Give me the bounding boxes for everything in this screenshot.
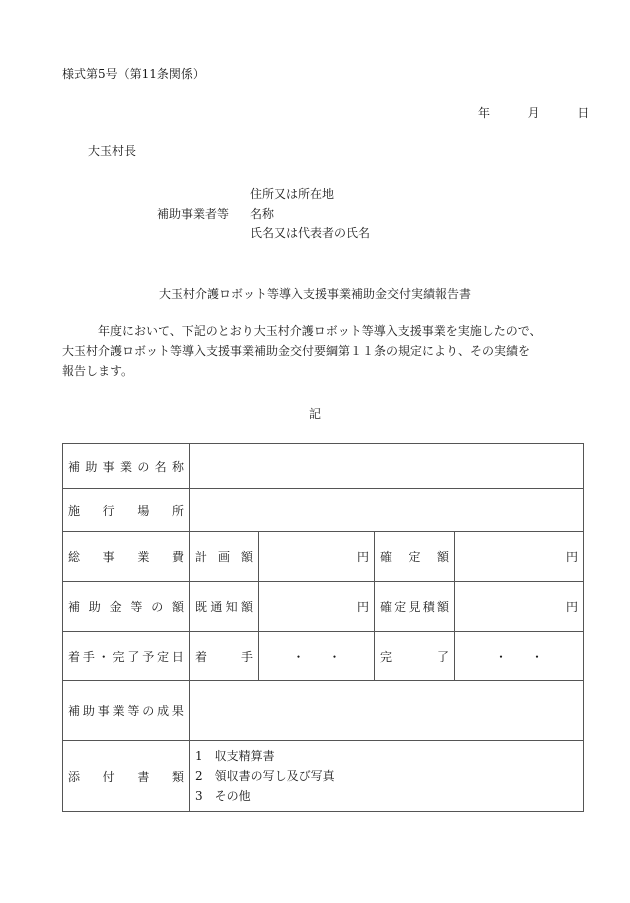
label-char: 施 [68,503,81,518]
label-results [63,681,190,741]
label-char: 画 [217,550,230,564]
applicant-label: 補助事業者等 [157,207,230,221]
label-char: 助 [88,600,101,614]
label-char: 補 [68,704,81,718]
label-char: 確 [380,550,393,564]
label-char: 業 [137,550,150,564]
label-char: 事 [97,704,110,718]
row-results [63,681,584,741]
label-char: 額 [436,550,449,564]
label-char: 名 [154,459,167,474]
label-char: 業 [112,704,125,718]
label-char: ・ [97,649,110,664]
label-char: 定 [408,550,421,564]
attachment-item: 2 領収書の写し及び写真 [195,769,335,783]
label-char: 書 [137,769,150,784]
label-char: 付 [102,769,115,784]
label-char: 完 [380,649,393,664]
addressee: 大玉村長 [88,144,137,158]
value-project-name[interactable] [190,444,584,489]
form-number: 様式第5号（第11条関係） [62,67,205,81]
value-location[interactable] [190,489,584,532]
value-planned-amount[interactable]: 円 [259,532,375,582]
label-char: の [151,600,164,614]
label-char: 等 [130,600,143,614]
body-line: 大玉村介護ロボット等導入支援事業補助金交付要綱第１１条の規定により、その実績を [62,344,531,358]
label-attachments [63,741,190,812]
value-end-date[interactable]: ・ ・ [455,632,584,681]
value-confirmed-amount[interactable]: 円 [455,532,584,582]
attachment-item: 3 その他 [195,789,251,803]
label-char: 既 [195,600,208,614]
label-char: 計 [195,550,208,564]
attachments-list [190,741,584,812]
body-line: 報告します。 [62,364,134,378]
applicant-address: 住所又は所在地 [250,187,335,201]
date-year: 年 [478,106,491,120]
label-char: 着 [68,649,81,664]
body-text [62,321,592,381]
label-char: 場 [137,503,150,518]
label-char: 果 [171,704,184,718]
row-subsidy-amount [63,582,584,632]
label-char: 予 [142,649,155,664]
label-char: 了 [436,649,449,664]
label-char: 日 [171,649,184,664]
label-char: 了 [127,649,140,664]
row-schedule [63,632,584,681]
label-confirmed-amount [375,532,455,582]
applicant-name: 名称 [250,206,275,221]
value-notified-amount[interactable]: 円 [259,582,375,632]
date-line [478,104,589,121]
label-schedule [63,632,190,681]
label-char: 称 [171,459,184,474]
row-total-cost [63,532,584,582]
date-month: 月 [527,106,540,120]
label-char: 積 [422,600,435,614]
report-table [62,443,584,812]
label-char: 完 [112,649,125,664]
label-char: 補 [68,459,81,474]
label-location [63,489,190,532]
label-planned-amount [190,532,259,582]
label-char: 知 [225,600,238,614]
label-char: 業 [119,459,132,474]
applicant-fields [250,185,370,244]
label-char: 確 [380,600,393,614]
label-char: の [137,459,150,474]
label-estimated-amount [375,582,455,632]
label-char: 類 [171,769,184,784]
label-end [375,632,455,681]
label-char: 成 [157,704,170,718]
attachment-item: 1 収支精算書 [195,749,275,763]
label-char: 手 [240,649,253,664]
label-char: 手 [82,649,95,664]
label-char: 見 [408,600,421,614]
label-char: の [142,704,155,718]
label-start [190,632,259,681]
value-start-date[interactable]: ・ ・ [259,632,375,681]
label-char: 定 [394,600,407,614]
label-char: 金 [109,600,122,614]
date-day: 日 [577,106,590,120]
value-results[interactable] [190,681,584,741]
label-subsidy-amount [63,582,190,632]
label-char: 通 [210,600,223,614]
label-total-cost [63,532,190,582]
applicant-representative: 氏名又は代表者の氏名 [250,226,371,240]
label-char: 額 [240,600,253,614]
label-notified-amount [190,582,259,632]
label-char: 額 [171,600,184,614]
label-char: 助 [85,459,98,474]
label-char: 定 [157,649,170,664]
label-char: 着 [195,649,208,664]
label-char: 等 [127,704,140,718]
row-location [63,489,584,532]
row-attachments [63,741,584,812]
label-char: 事 [102,459,115,474]
label-char: 行 [102,503,115,518]
label-project-name [63,444,190,489]
label-char: 費 [171,550,184,564]
label-char: 助 [82,704,95,718]
body-line: 年度において、下記のとおり大玉村介護ロボット等導入支援事業を実施したので、 [62,324,542,338]
value-estimated-amount[interactable]: 円 [455,582,584,632]
label-char: 所 [171,503,184,518]
row-project-name [63,444,584,489]
ki-heading: 記 [308,407,321,421]
label-char: 事 [102,550,115,564]
label-char: 総 [68,550,81,564]
label-char: 添 [68,769,81,784]
label-char: 額 [240,550,253,564]
label-char: 額 [436,600,449,614]
document-title: 大玉村介護ロボット等導入支援事業補助金交付実績報告書 [158,287,471,301]
label-char: 補 [68,600,81,614]
